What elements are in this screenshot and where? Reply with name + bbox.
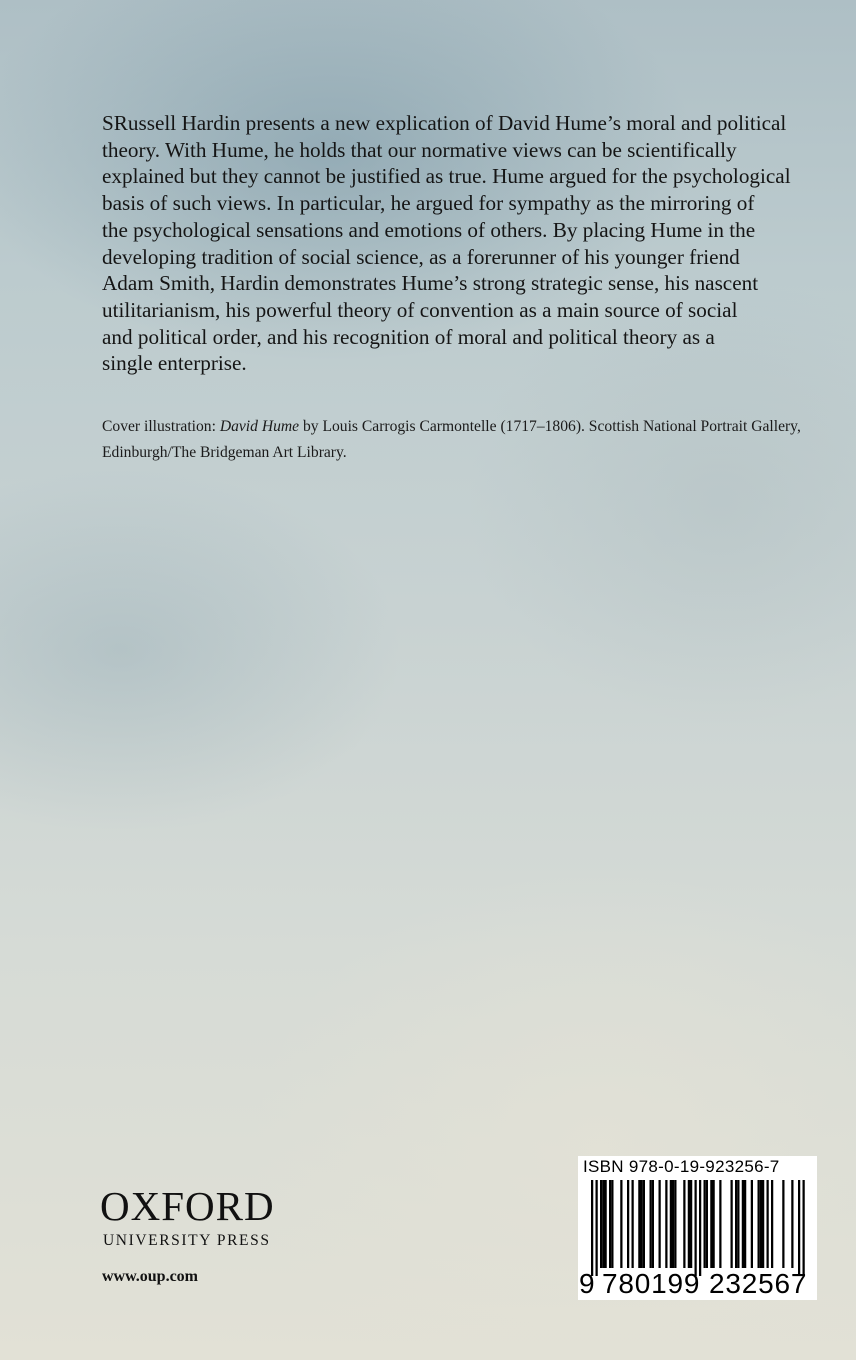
barcode-bar: [704, 1180, 706, 1268]
credit-line-2: Edinburgh/The Bridgeman Art Library.: [102, 444, 347, 461]
barcode-bar: [731, 1180, 733, 1268]
barcode-bar: [632, 1180, 634, 1268]
blurb-line: SRussell Hardin presents a new explication of David Hume’s moral and political: [102, 111, 787, 135]
barcode-bar: [762, 1180, 764, 1268]
blurb-line: and political order, and his recognition of moral and political theory as a: [102, 324, 715, 349]
blurb-line: theory. With Hume, he holds that our normative views can be scientifically: [102, 137, 737, 162]
barcode-bar: [602, 1180, 604, 1268]
isbn-barcode: [578, 1156, 817, 1300]
credit-work-title: David Hume: [219, 418, 300, 435]
barcode-bar: [791, 1180, 793, 1268]
publisher-url: www.oup.com: [102, 1268, 199, 1285]
barcode-bar: [767, 1180, 769, 1268]
publisher-logo: [100, 1184, 275, 1251]
barcode-bar: [688, 1180, 690, 1268]
blurb-line: single enterprise.: [102, 351, 247, 376]
barcode-bar: [620, 1180, 622, 1268]
blurb-line: Adam Smith, Hardin demonstrates Hume’s strong strategic sense, his nascent: [102, 271, 759, 296]
credit-prefix: Cover illustration:: [102, 418, 220, 435]
barcode-bar: [760, 1180, 762, 1268]
barcode-bar: [782, 1180, 784, 1268]
credit-line-1: [102, 414, 822, 440]
barcode-bar: [665, 1180, 667, 1268]
barcode-bar: [744, 1180, 746, 1268]
credit-line-1-rest: by Louis Carrogis Carmontelle (1717–1806). Scottish National Portrait Gallery,: [299, 418, 801, 435]
barcode-bar: [719, 1180, 721, 1268]
barcode-first-digit: 9: [579, 1268, 595, 1299]
publisher-subtitle: UNIVERSITY PRESS: [103, 1232, 271, 1249]
barcode-bar: [751, 1180, 753, 1268]
barcode-bar: [600, 1180, 602, 1268]
barcode-bar: [735, 1180, 737, 1268]
barcode-bar: [737, 1180, 739, 1268]
barcode-bar: [609, 1180, 611, 1268]
isbn-label: ISBN 978-0-19-923256-7: [583, 1157, 780, 1176]
barcode-guard-bar: [798, 1180, 800, 1276]
barcode-bar: [690, 1180, 692, 1268]
barcode-bar: [652, 1180, 654, 1268]
blurb-line: developing tradition of social science, as a forerunner of his younger friend: [102, 244, 740, 269]
cover-illustration-credit: [102, 414, 822, 466]
barcode-bar: [706, 1180, 708, 1268]
barcode-bar: [713, 1180, 715, 1268]
blurb-line: basis of such views. In particular, he argued for sympathy as the mirroring of: [102, 191, 755, 216]
barcode-guard-bar: [803, 1180, 805, 1276]
barcode-guard-bar: [591, 1180, 593, 1276]
barcode-guard-bar: [695, 1180, 697, 1276]
barcode-guard-bar: [596, 1180, 598, 1276]
barcode-bar: [650, 1180, 652, 1268]
barcode-bar: [758, 1180, 760, 1268]
barcode-bar: [641, 1180, 643, 1268]
blurb-line: utilitarianism, his powerful theory of convention as a main source of social: [102, 297, 738, 322]
barcode-bar: [627, 1180, 629, 1268]
barcode-bar: [710, 1180, 712, 1268]
barcode-bar: [670, 1180, 672, 1268]
blurb-line: explained but they cannot be justified as true. Hume argued for the psychological: [102, 164, 791, 189]
barcode-bar: [674, 1180, 676, 1268]
barcode-bar: [611, 1180, 613, 1268]
barcode-right-digits: 232567: [709, 1268, 808, 1299]
barcode-bar: [659, 1180, 661, 1268]
barcode-left-digits: 780199: [602, 1268, 701, 1299]
back-cover-blurb: [102, 110, 802, 377]
barcode-bar: [638, 1180, 640, 1268]
barcode-bar: [742, 1180, 744, 1268]
barcode-bar: [771, 1180, 773, 1268]
barcode-bar: [683, 1180, 685, 1268]
blurb-line: the psychological sensations and emotions of others. By placing Hume in the: [102, 217, 756, 242]
barcode-bar: [605, 1180, 607, 1268]
barcode-bar: [672, 1180, 674, 1268]
publisher-name: OXFORD: [100, 1183, 275, 1229]
barcode-bar: [643, 1180, 645, 1268]
barcode-guard-bar: [699, 1180, 701, 1276]
